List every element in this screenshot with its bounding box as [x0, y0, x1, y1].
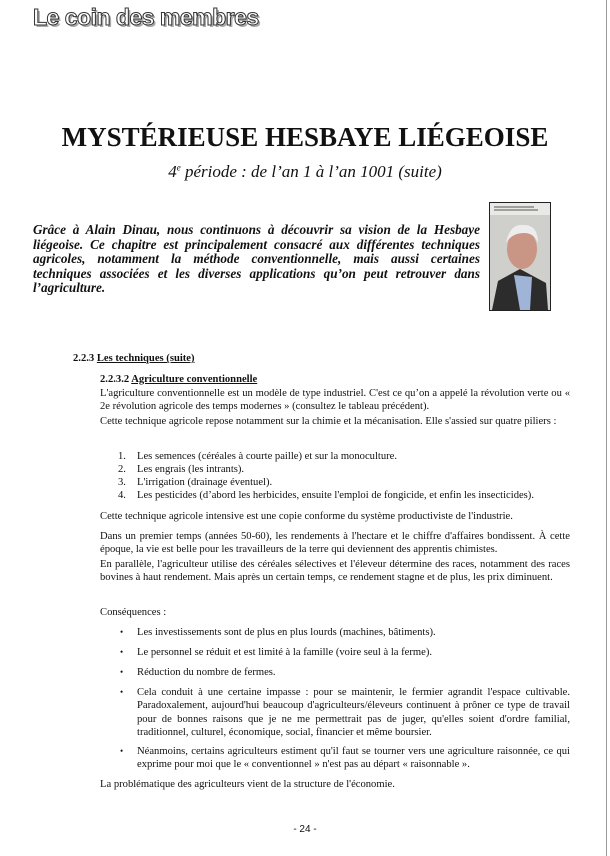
article-subtitle: 4e période : de l’an 1 à l’an 1001 (suite)	[168, 162, 442, 181]
numbered-item: 3. L'irrigation (drainage éventuel).	[118, 477, 273, 488]
subsection-heading: 2.2.3.2 Agriculture conventionnelle	[100, 374, 258, 385]
paragraph: Dans un premier temps (années 50-60), les rendements à l'hectare et le chiffre d'affaires bondissent. À cette époque, la vie est belle pour les travailleurs de la terre qui deviennent des apprentis chimistes.	[100, 531, 570, 556]
page-number: - 24 -	[293, 824, 317, 835]
paragraph: En parallèle, l'agriculteur utilise des céréales sélectives et l'éleveur détermine des races, notamment des races bovines à haut rendement. Mais après un certain temps, ce rendement stagne et de plus, les prix diminuent.	[100, 559, 570, 584]
section-banner: Le coin des membres	[33, 4, 259, 30]
numbered-item: 2. Les engrais (les intrants).	[118, 464, 245, 475]
intro-paragraph: Grâce à Alain Dinau, nous continuons à découvrir sa vision de la Hesbaye liégeoise. Ce chapitre est principalement consacré aux différentes techniques agricoles, notamment la méthode conventionnelle, mais aussi certaines techniques associées et les diverses applications qu’on peut retrouver dans l’agriculture.	[33, 222, 480, 296]
paragraph: Cette technique agricole intensive est une copie conforme du système productiviste de l'industrie.	[100, 511, 513, 522]
consequences-label: Conséquences :	[100, 607, 167, 618]
paragraph: L'agriculture conventionnelle est un modèle de type industriel. C'est ce qu’on a appelé la révolution verte ou « 2e révolution agricole des temps modernes » (consultez le tableau précédent).	[100, 388, 570, 413]
bullet-item: • Réduction du nombre de fermes.	[120, 667, 276, 678]
paragraph: La problématique des agriculteurs vient de la structure de l'économie.	[100, 779, 395, 790]
article-title: MYSTÉRIEUSE HESBAYE LIÉGEOISE	[61, 122, 549, 152]
bullet-item: • Cela conduit à une certaine impasse : pour se maintenir, le fermier agrandit l'espace cultivable. Paradoxalement, aujourd'hui beaucoup d'agriculteurs/éleveurs continuent à prôner ce type de travail pour de bonnes raisons que je ne me permettrait pas de juger, qu'elles soient d'ordre familial, traditionnel, culturel, économique, social, financier et même boursier.	[120, 687, 570, 739]
section-heading: 2.2.3 Les techniques (suite)	[73, 353, 195, 364]
paragraph: Cette technique agricole repose notamment sur la chimie et la mécanisation. Elle s'assied sur quatre piliers :	[100, 416, 557, 427]
bullet-item: • Le personnel se réduit et est limité à la famille (voire seul à la ferme).	[120, 647, 433, 658]
numbered-item: 1. Les semences (céréales à courte paille) et sur la monoculture.	[118, 451, 398, 462]
numbered-item: 4. Les pesticides (d’abord les herbicides, ensuite l'emploi de fongicide, et enfin les insecticides).	[118, 490, 534, 501]
bullet-item: • Néanmoins, certains agriculteurs estiment qu'il faut se tourner vers une agriculture raisonnée, ce qui exprime pour moi que le « conventionnel » n'est pas au départ « raisonnable ».	[120, 746, 570, 771]
author-photo	[489, 202, 551, 311]
bullet-item: • Les investissements sont de plus en plus lourds (machines, bâtiments).	[120, 627, 436, 638]
